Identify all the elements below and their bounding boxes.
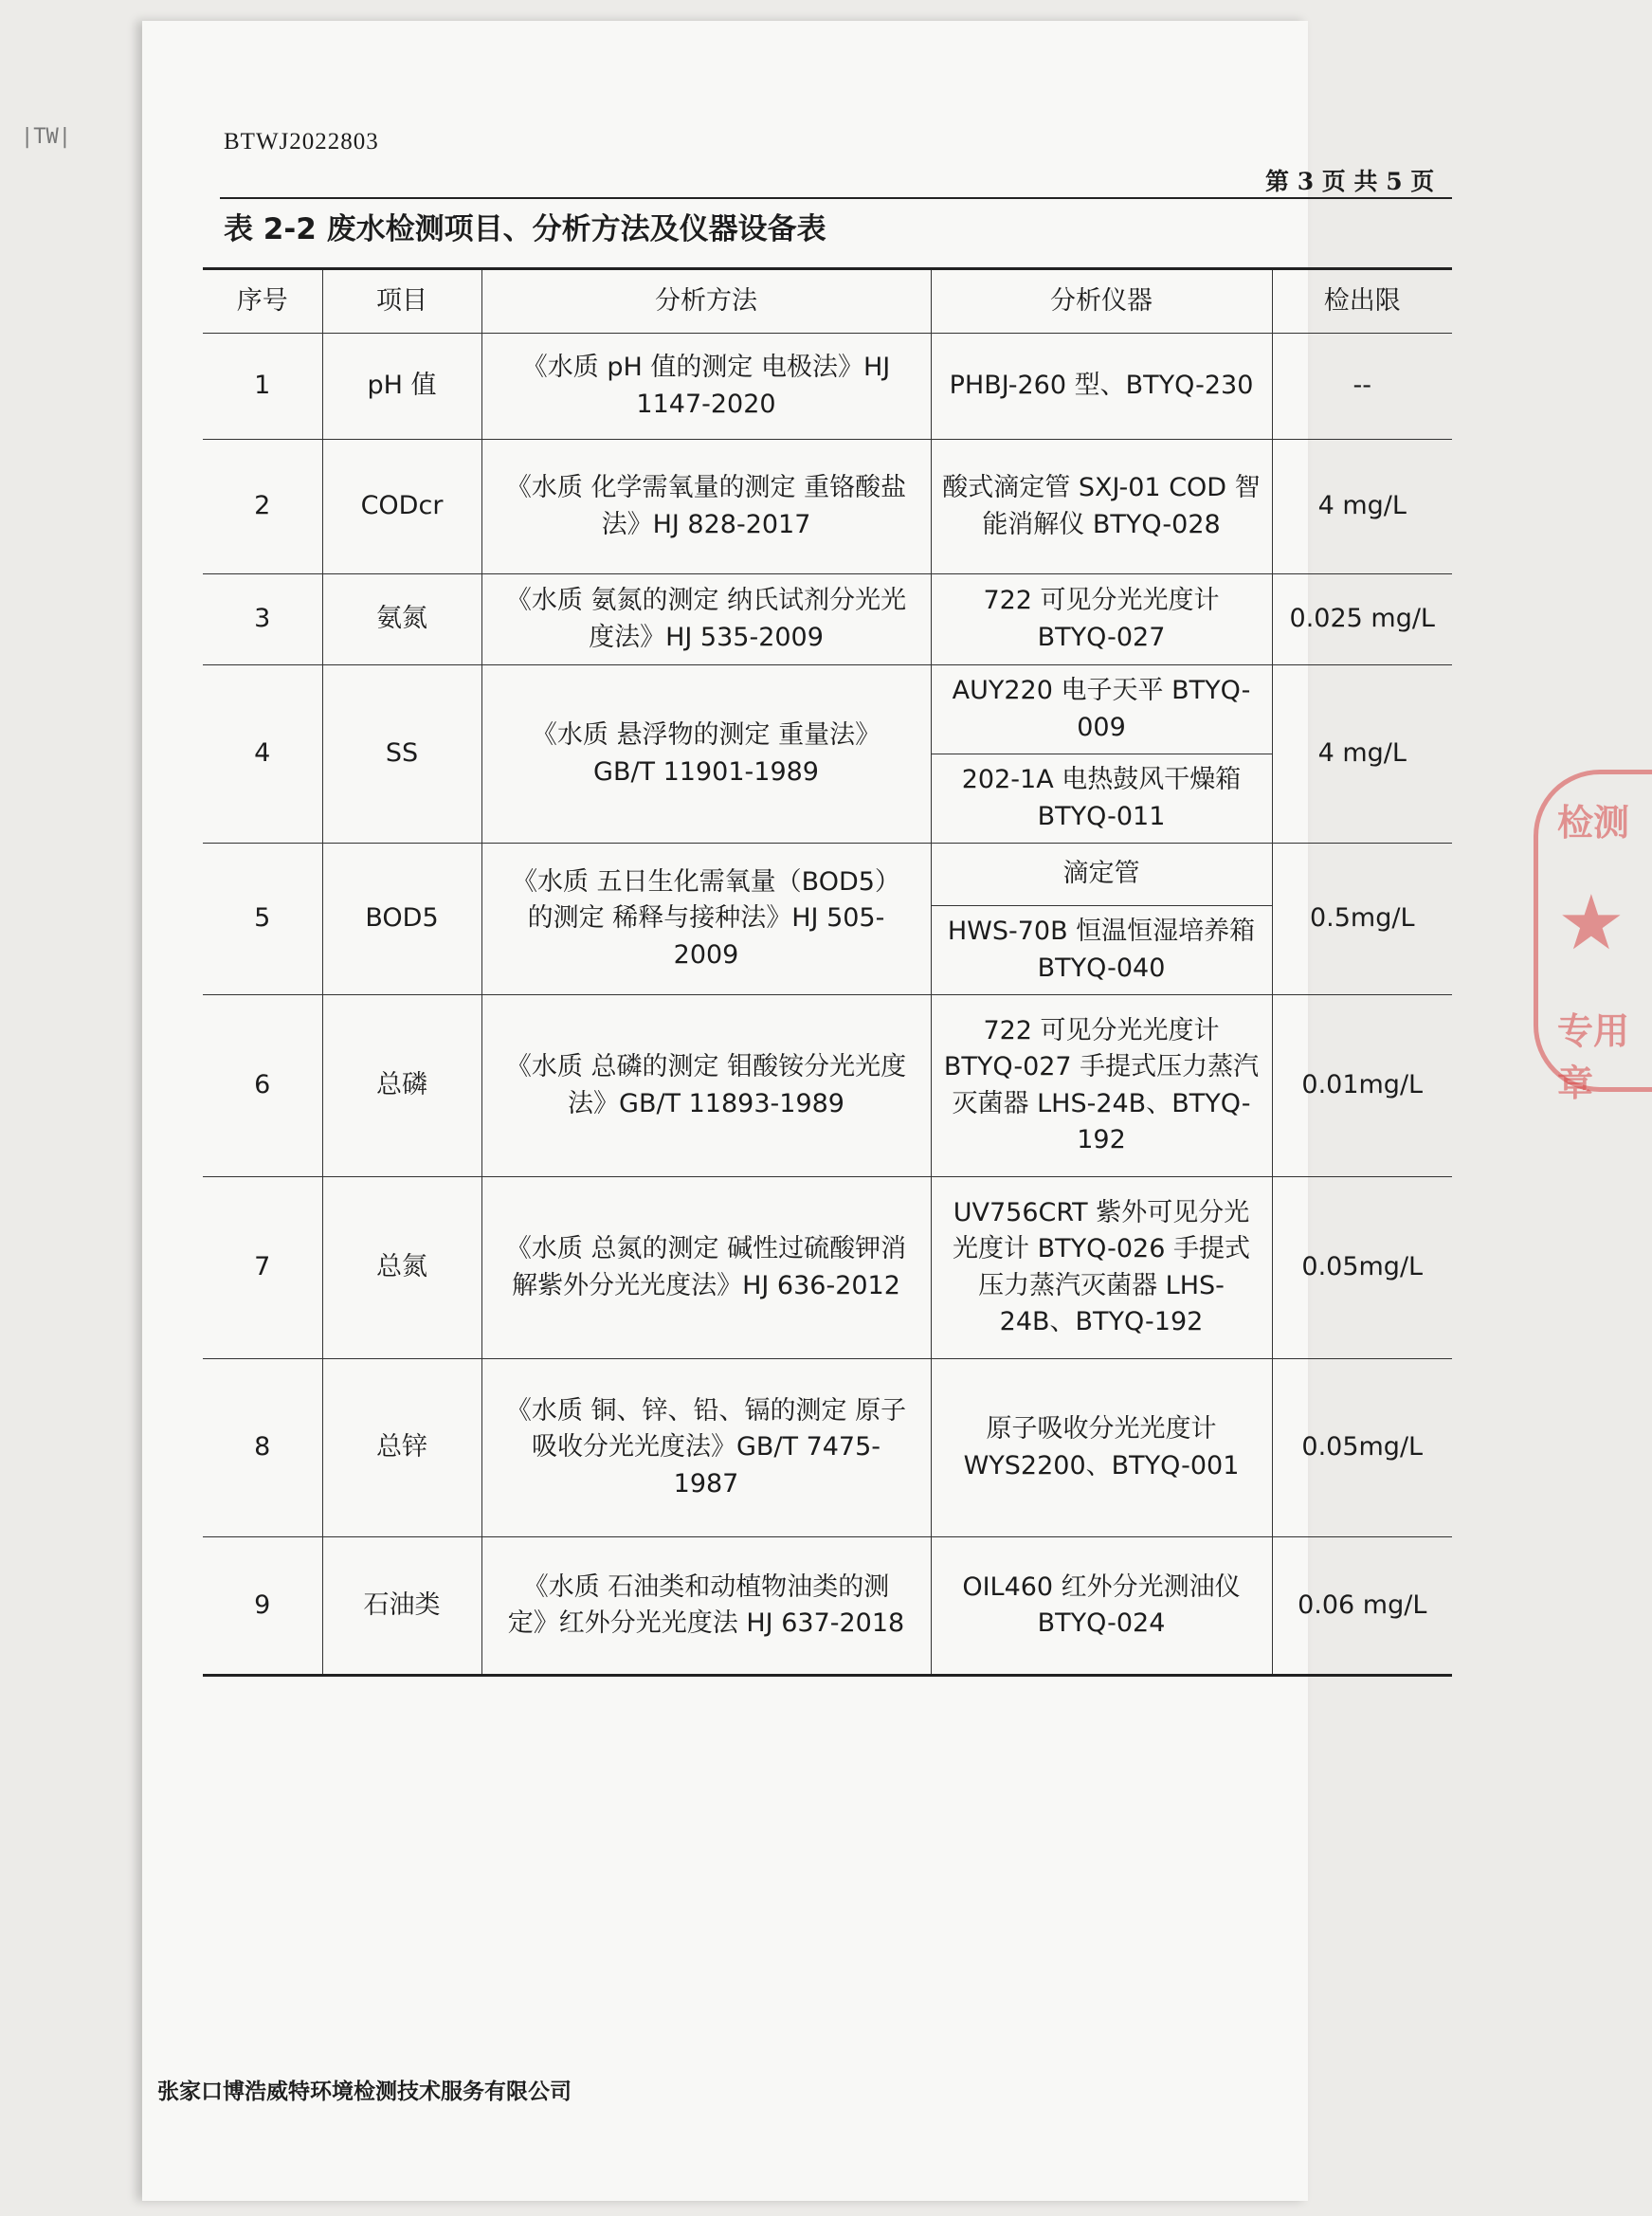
cell-instrument: 722 可见分光光度计 BTYQ-027 [931,574,1272,665]
cell-item: 氨氮 [322,574,481,665]
cell-instrument: PHBJ-260 型、BTYQ-230 [931,334,1272,440]
cell-instrument: 722 可见分光光度计 BTYQ-027 手提式压力蒸汽灭菌器 LHS-24B、BTYQ-192 [931,995,1272,1177]
cell-instrument: 酸式滴定管 SXJ-01 COD 智能消解仪 BTYQ-028 [931,440,1272,574]
table-row [203,1177,1452,1359]
cell-item: 总磷 [322,995,481,1177]
table-row [203,665,1452,754]
cell-method: 《水质 pH 值的测定 电极法》HJ 1147-2020 [481,334,931,440]
col-header-method: 分析方法 [481,269,931,334]
table-row [203,844,1452,906]
cell-limit: 0.5mg/L [1272,844,1452,995]
cell-method: 《水质 总磷的测定 钼酸铵分光光度法》GB/T 11893-1989 [481,995,931,1177]
cell-instrument: AUY220 电子天平 BTYQ-009 [931,665,1272,754]
inspection-stamp [1534,770,1652,1104]
header-rule [220,197,1452,199]
cell-no: 7 [203,1177,322,1359]
cell-item: 总氮 [322,1177,481,1359]
cell-item: BOD5 [322,844,481,995]
company-footer: 张家口博浩威特环境检测技术服务有限公司 [157,2080,572,2104]
table-row [203,440,1452,574]
cell-method: 《水质 化学需氧量的测定 重铬酸盐法》HJ 828-2017 [481,440,931,574]
cell-method: 《水质 石油类和动植物油类的测定》红外分光光度法 HJ 637-2018 [481,1537,931,1676]
cell-method: 《水质 铜、锌、铅、镉的测定 原子吸收分光光度法》GB/T 7475-1987 [481,1359,931,1537]
cell-instrument-2: 202-1A 电热鼓风干燥箱 BTYQ-011 [931,754,1272,844]
table-row [203,1537,1452,1676]
cell-instrument-2: HWS-70B 恒温恒湿培养箱 BTYQ-040 [931,906,1272,995]
wastewater-method-table [203,267,1452,1677]
table-title: 表 2-2 废水检测项目、分析方法及仪器设备表 [224,212,826,246]
col-header-instrument: 分析仪器 [931,269,1272,334]
table-row [203,334,1452,440]
cell-limit: 0.05mg/L [1272,1359,1452,1537]
cell-no: 1 [203,334,322,440]
stamp-text-top: 检测 [1557,802,1630,844]
cell-no: 2 [203,440,322,574]
table-row [203,574,1452,665]
cell-limit: -- [1272,334,1452,440]
cell-method: 《水质 氨氮的测定 纳氏试剂分光光度法》HJ 535-2009 [481,574,931,665]
cell-method: 《水质 总氮的测定 碱性过硫酸钾消解紫外分光光度法》HJ 636-2012 [481,1177,931,1359]
stamp-star-icon: ★ [1557,879,1625,967]
cell-limit: 0.025 mg/L [1272,574,1452,665]
col-header-item: 项目 [322,269,481,334]
cell-instrument: 原子吸收分光光度计 WYS2200、BTYQ-001 [931,1359,1272,1537]
cell-no: 8 [203,1359,322,1537]
col-header-no: 序号 [203,269,322,334]
col-header-limit: 检出限 [1272,269,1452,334]
cell-no: 5 [203,844,322,995]
cell-item: 总锌 [322,1359,481,1537]
cell-limit: 4 mg/L [1272,440,1452,574]
cell-limit: 0.06 mg/L [1272,1537,1452,1676]
document-id: BTWJ2022803 [224,129,379,154]
cell-instrument: UV756CRT 紫外可见分光光度计 BTYQ-026 手提式压力蒸汽灭菌器 LHS-24B、BTYQ-192 [931,1177,1272,1359]
cell-no: 6 [203,995,322,1177]
page-number: 第 3 页 共 5 页 [1265,168,1435,195]
edge-mark: |TW| [21,125,71,149]
table-row [203,1359,1452,1537]
cell-item: CODcr [322,440,481,574]
cell-limit: 0.05mg/L [1272,1177,1452,1359]
table-row [203,995,1452,1177]
cell-method: 《水质 五日生化需氧量（BOD5）的测定 稀释与接种法》HJ 505-2009 [481,844,931,995]
cell-item: SS [322,665,481,844]
cell-limit: 0.01mg/L [1272,995,1452,1177]
cell-method: 《水质 悬浮物的测定 重量法》GB/T 11901-1989 [481,665,931,844]
cell-item: 石油类 [322,1537,481,1676]
cell-no: 3 [203,574,322,665]
cell-instrument: OIL460 红外分光测油仪 BTYQ-024 [931,1537,1272,1676]
cell-no: 9 [203,1537,322,1676]
table-header-row [203,269,1452,334]
cell-limit: 4 mg/L [1272,665,1452,844]
cell-item: pH 值 [322,334,481,440]
stamp-text-bottom: 专用章 [1557,1010,1630,1104]
cell-no: 4 [203,665,322,844]
cell-instrument: 滴定管 [931,844,1272,906]
